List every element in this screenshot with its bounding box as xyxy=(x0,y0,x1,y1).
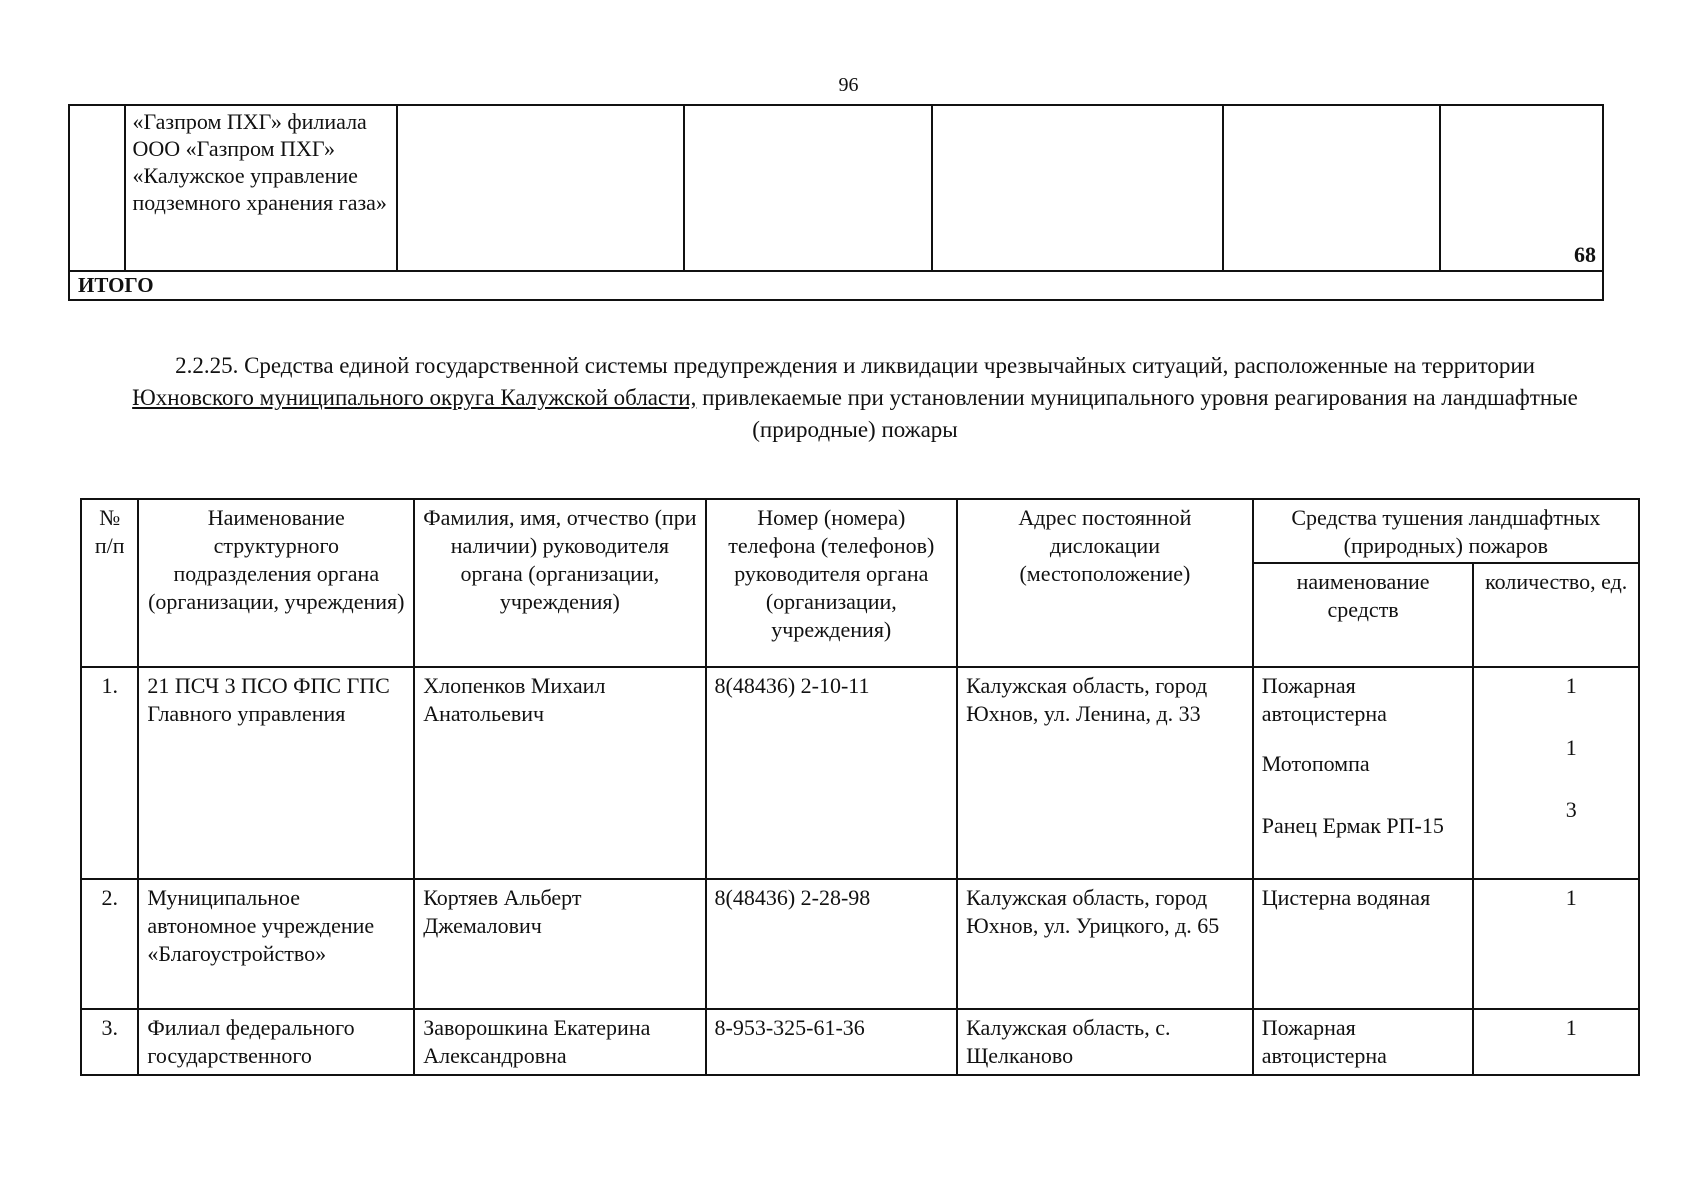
empty-cell xyxy=(1223,105,1440,271)
total-label: ИТОГО xyxy=(69,271,1603,300)
empty-cell xyxy=(932,105,1223,271)
header-num: № п/п xyxy=(81,499,138,667)
empty-cell xyxy=(69,105,125,271)
row-address: Калужская область, с. Щелканово xyxy=(957,1009,1253,1075)
means-name: Пожарная автоцистерна xyxy=(1261,673,1387,726)
row-num: 3. xyxy=(81,1009,138,1075)
continuation-table xyxy=(68,104,1604,301)
heading-text-part2: привлекаемые при установлении муниципального уровня реагирования на ландшафтные (природные) пожары xyxy=(696,385,1578,442)
row-phone: 8-953-325-61-36 xyxy=(706,1009,958,1075)
header-head: Фамилия, имя, отчество (при наличии) руководителя органа (организации, учреждения) xyxy=(414,499,705,667)
row-unit: Муниципальное автономное учреждение «Благоустройство» xyxy=(138,879,414,1009)
fire-means-table xyxy=(80,498,1640,1076)
means-name: Пожарная автоцистерна xyxy=(1261,1015,1387,1068)
table-row xyxy=(81,1009,1639,1075)
header-means-qty: количество, ед. xyxy=(1473,563,1639,667)
row-address: Калужская область, город Юхнов, ул. Урицкого, д. 65 xyxy=(957,879,1253,1009)
table-row xyxy=(69,105,1603,271)
total-row xyxy=(69,271,1603,300)
row-unit: 21 ПСЧ 3 ПСО ФПС ГПС Главного управления xyxy=(138,667,414,879)
header-row xyxy=(81,499,1639,563)
means-qty: 1 xyxy=(1565,1015,1577,1040)
means-qty: 3 xyxy=(1565,797,1577,822)
heading-underlined-territory: Юхновского муниципального округа Калужской области, xyxy=(132,385,697,410)
row-head: Хлопенков Михаил Анатольевич xyxy=(414,667,705,879)
row-means-names xyxy=(1253,667,1474,879)
header-phone: Номер (номера) телефона (телефонов) руководителя органа (организации, учреждения) xyxy=(706,499,958,667)
row-means-names xyxy=(1253,879,1474,1009)
header-means: Средства тушения ландшафтных (природных) пожаров xyxy=(1253,499,1639,563)
means-qty: 1 xyxy=(1565,673,1577,698)
row-phone: 8(48436) 2-10-11 xyxy=(706,667,958,879)
row-phone: 8(48436) 2-28-98 xyxy=(706,879,958,1009)
means-name: Цистерна водяная xyxy=(1261,885,1431,910)
row-head: Заворошкина Екатерина Александровна xyxy=(414,1009,705,1075)
page-number: 96 xyxy=(838,74,859,96)
row-address: Калужская область, город Юхнов, ул. Ленина, д. 33 xyxy=(957,667,1253,879)
section-heading xyxy=(120,350,1590,446)
heading-text-part1: 2.2.25. Средства единой государственной системы предупреждения и ликвидации чрезвычайных ситуаций, расположенные на территории xyxy=(175,353,1535,378)
means-name: Мотопомпа xyxy=(1261,751,1370,776)
count-cell: 68 xyxy=(1440,105,1603,271)
row-means-qty xyxy=(1473,1009,1639,1075)
row-num: 1. xyxy=(81,667,138,879)
header-means-name: наименование средств xyxy=(1253,563,1474,667)
row-unit: Филиал федерального государственного xyxy=(138,1009,414,1075)
header-unit: Наименование структурного подразделения органа (организации, учреждения) xyxy=(138,499,414,667)
organization-cell: «Газпром ПХГ» филиала ООО «Газпром ПХГ» «Калужское управление подземного хранения газа» xyxy=(125,105,397,271)
empty-cell xyxy=(397,105,684,271)
table-row xyxy=(81,879,1639,1009)
means-name: Ранец Ермак РП-15 xyxy=(1261,813,1444,838)
row-num: 2. xyxy=(81,879,138,1009)
empty-cell xyxy=(684,105,932,271)
table-row xyxy=(81,667,1639,879)
means-qty: 1 xyxy=(1565,735,1577,760)
means-qty: 1 xyxy=(1565,885,1577,910)
row-means-names xyxy=(1253,1009,1474,1075)
row-means-qty xyxy=(1473,667,1639,879)
row-means-qty xyxy=(1473,879,1639,1009)
header-address: Адрес постоянной дислокации (местоположение) xyxy=(957,499,1253,667)
row-head: Кортяев Альберт Джемалович xyxy=(414,879,705,1009)
